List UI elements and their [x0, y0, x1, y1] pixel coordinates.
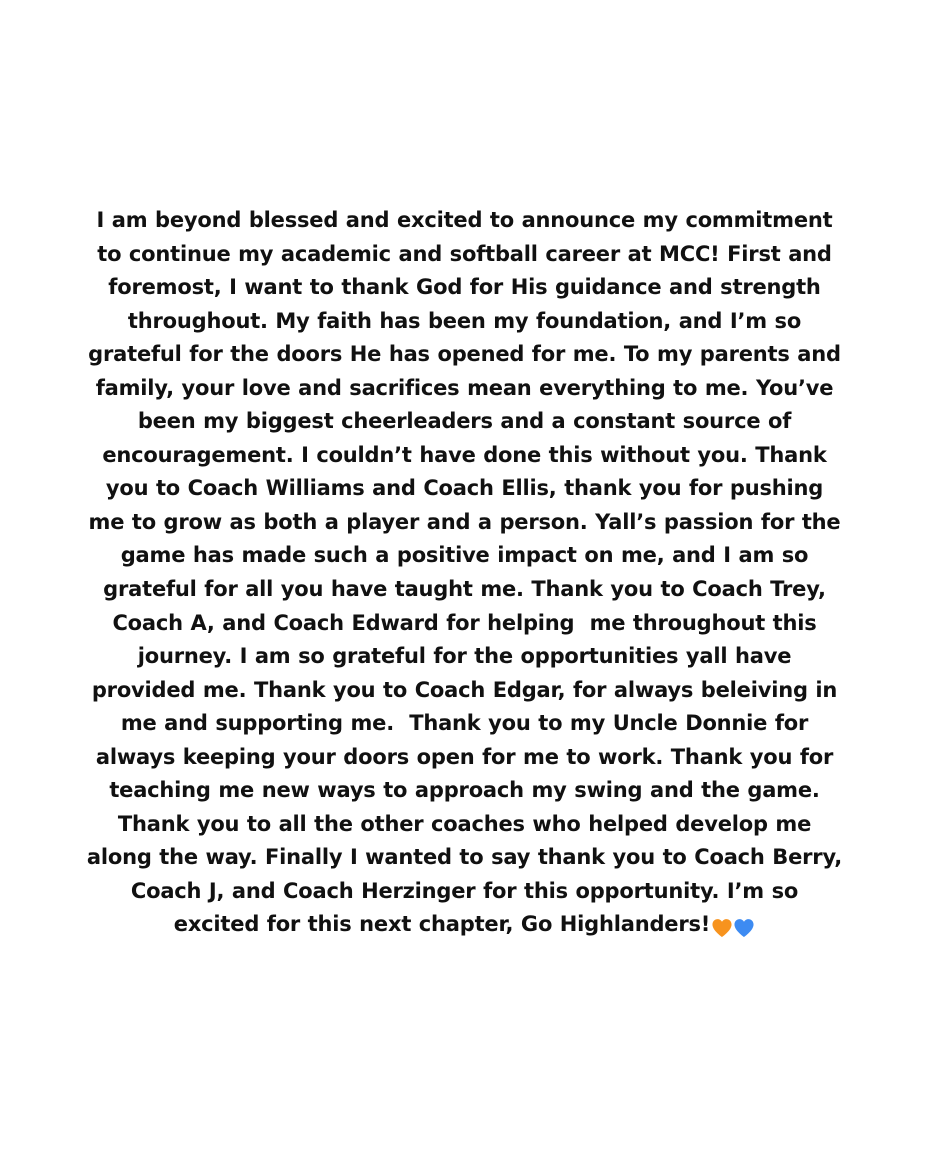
message-line: grateful for all you have taught me. Thank you to Coach Trey, — [103, 577, 826, 602]
orange-heart-shape — [713, 920, 732, 938]
message-line: Coach J, and Coach Herzinger for this opportunity. I’m so — [130, 878, 799, 903]
message-line: family, your love and sacrifices mean everything to me. You’ve — [95, 375, 834, 400]
message-line: been my biggest cheerleaders and a constant source of — [137, 409, 792, 434]
commitment-message — [80, 204, 849, 945]
message-line: to continue my academic and softball career at MCC! First and — [97, 241, 832, 266]
message-line-final — [80, 908, 849, 945]
message-line: provided me. Thank you to Coach Edgar, for always beleiving in — [91, 677, 838, 702]
blue-heart-icon — [733, 918, 755, 938]
message-line: teaching me new ways to approach my swing and the game. — [109, 778, 820, 803]
message-line: you to Coach Williams and Coach Ellis, thank you for pushing — [105, 476, 824, 501]
message-line: me and supporting me. Thank you to my Uncle Donnie for — [120, 711, 809, 736]
orange-heart-icon — [711, 918, 733, 938]
message-line: Thank you to all the other coaches who helped develop me — [117, 811, 812, 836]
message-line: encouragement. I couldn’t have done this without you. Thank — [102, 442, 827, 467]
message-line: game has made such a positive impact on me, and I am so — [120, 543, 809, 568]
message-line: Coach A, and Coach Edward for helping me throughout this — [112, 610, 817, 635]
message-line: I am beyond blessed and excited to announce my commitment — [96, 208, 833, 232]
blue-heart-shape — [735, 920, 754, 938]
message-line: grateful for the doors He has opened for me. To my parents and — [88, 342, 841, 367]
message-line-text: excited for this next chapter, Go Highlanders! — [173, 912, 711, 937]
message-line: always keeping your doors open for me to work. Thank you for — [95, 744, 834, 769]
message-line: journey. I am so grateful for the opportunities yall have — [137, 644, 792, 669]
message-line: throughout. My faith has been my foundation, and I’m so — [127, 308, 802, 333]
message-line: me to grow as both a player and a person. Yall’s passion for the — [88, 509, 841, 534]
message-line: along the way. Finally I wanted to say thank you to Coach Berry, — [86, 845, 843, 870]
heart-emoji-group — [711, 911, 755, 945]
message-line: foremost, I want to thank God for His guidance and strength — [108, 275, 821, 300]
